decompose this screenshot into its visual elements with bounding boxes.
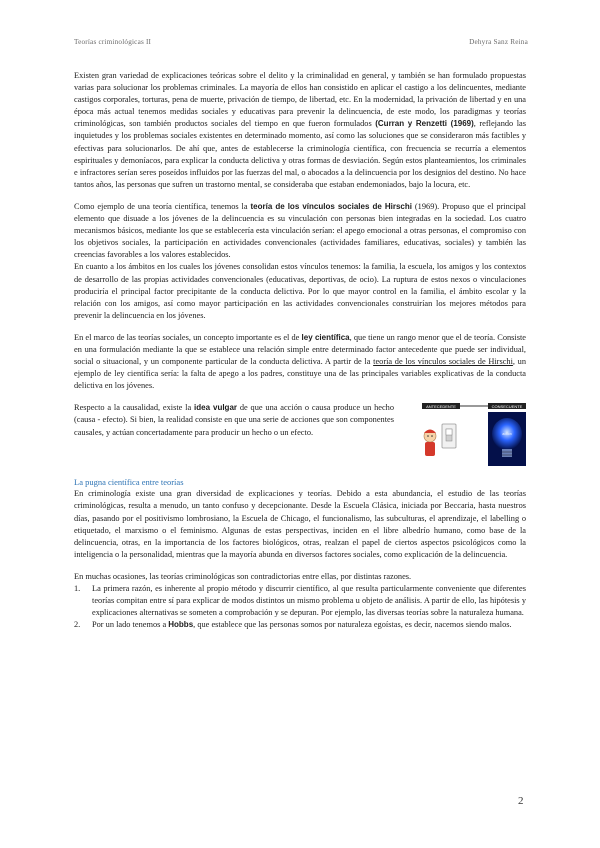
- consecuente-label: CONSECUENTE: [491, 404, 523, 410]
- list-item-text: Por un lado tenemos a Hobbs, que establece que las personas somos por naturaleza egoístas, es decir, nacemos siendo malos.: [92, 620, 512, 630]
- paragraph-contradictorias: En muchas ocasiones, las teorías criminológicas son contradictorias entre ellas, por distintas razones.: [74, 571, 412, 581]
- paragraph-causalidad: Respecto a la causalidad, existe la idea vulgar de que una acción o causa produce un hecho (causa - efecto). Si bien, la realidad consiste en que una serie de acciones que son componentes causales, y actúan concertadamente para producir un hecho o un efecto.: [74, 403, 394, 437]
- cause-effect-svg: [422, 402, 526, 466]
- paragraph-intro: Existen gran variedad de explicaciones teóricas sobre el delito y la criminalidad en general, y también se han formulado propuestas varias para solucionar los problemas criminales. La mayoría de ellos han consistido en aplicar el castigo a los delincuentes, mediante castigos corporales, torturas, pena de muerte, privación de tiempo, de libertad, etc. En la modernidad, la privación de libertad y en una época más actual tenemos medidas sociales y educativas para prevenir la delincuencia, de este modo, los paradigmas y teorías criminológicas, son también productos sociales del tiempo en que fueron formulados (Curran y Renzetti (1969), reflejando las inquietudes y los problemas sociales existentes en determinado momento, así como las soluciones que se consideraron más factibles y efectivas para solucionarlos. De ahí que, antes de establecerse la criminología científica, con frecuencia se recurría a elementos espirituales y demoníacos, para explicar la conducta delictiva y otras formas de desviación. Según estos planteamientos, los criminales e infractores serían seres poseídos influidos por las fuerzas del mal, o abocados a la delincuencia por los designios del destino. No hace tantos años, las personas que sufren un trastorno mental, se consideraba que estaban endemoniados, bajo la locura, etc.: [74, 71, 526, 189]
- causalidad-row: [74, 402, 526, 466]
- person-icon: [424, 430, 436, 457]
- header-right: Dehyra Sanz Reina: [469, 38, 528, 46]
- page-number: 2: [518, 795, 524, 807]
- list-item: [74, 619, 526, 631]
- light-switch-icon: [442, 424, 456, 448]
- paragraph-ley-cientifica: En el marco de las teorías sociales, un concepto importante es el de ley científica, que tiene un rango menor que el de teoría. Consiste en una formulación mediante la que se establece una relación simple entre determinado factor antecedente que puede ser individual, social o situacional, y un componente particular de la conducta delictiva. A partir de la teoría de los vínculos sociales de Hirschi, un ejemplo de ley científica sería: la falta de apego a los padres, constituye una de las principales variables explicativas de la conducta delictiva en los jóvenes.: [74, 332, 527, 391]
- list-item: [74, 583, 526, 619]
- antecedente-label: ANTECEDENTE: [426, 404, 456, 410]
- paragraph-pugna: En criminología existe una gran diversidad de explicaciones y teorías. Debido a esta abundancia, el estudio de las teorías criminológicas, resulta a menudo, un tanto confuso y decepcionante. Desde la Escuela Clásica, iniciada por Beccaria, hasta nuestros días, pasando por el positivismo lombrosiano, la Escuela de Chicago, el funcionalismo, las subculturas, el aprendizaje, el labelling o etiquetado, el marxismo o el feminismo. Algunas de estas perspectivas, inciden en el libre albedrío humano, como base de la delincuencia, otras, en la importancia de los factores biológicos, otras, realzan el papel de ciertos aspectos psicológicos como la inteligencia o la personalidad, mientras que la mayoría abunda en diversos factores sociales, como explicación de la delincuencia.: [74, 489, 526, 559]
- list-item-number: 1.: [74, 584, 81, 593]
- list-item-number: 2.: [74, 620, 81, 630]
- header-left: Teorías criminológicas II: [74, 38, 152, 46]
- paragraph-ambitos: En cuanto a los ámbitos en los cuales los jóvenes consolidan estos vínculos tenemos: la familia, la escuela, los amigos y los contextos de desarrollo de las propias actividades convencionales (educativas, deportivas, de ocio). La ruptura de estos nexos o vinculaciones produciría el principal factor precipitante de la conducta delictiva. Por lo que mayor control en la familia, el ámbito escolar y la relación con los amigos, así como mayor participación en las actividades convencionales construirían los mejores métodos para prevenir la delincuencia en los jóvenes.: [74, 262, 526, 320]
- section-title: La pugna científica entre teorías: [74, 477, 184, 488]
- paragraph-hirschi: Como ejemplo de una teoría científica, tenemos la teoría de los vínculos sociales de Hirschi (1969). Propuso que el principal elemento que disuade a los jóvenes de la delincuencia es su vinculación con personas bien integradas en la sociedad. Los cuatro mecanismos básicos, mediante los que se establecería esta vinculación serían: el apego emocional a otras personas, el compromiso con los objetivos sociales, la participación en actividades convencionales (actividades familiares, educativas, sociales) y también las creencias favorables a los valores establecidos.: [74, 201, 526, 260]
- list-item-text: La primera razón, es inherente al propio método y discurrir científico, al que resulta particularmente conveniente que diferentes teorías compitan entre sí para explicar de modos distintos un mismo problema u objeto de análisis. A partir de ello, las hipótesis y explicaciones alternativas se someten a comprobación y se depuran. Por ejemplo, las diversas teorías sobre la naturaleza humana.: [92, 584, 526, 618]
- page-header: [74, 38, 528, 46]
- cause-effect-illustration: [422, 402, 526, 466]
- bulb-text: action: [502, 432, 512, 437]
- reasons-list: [74, 583, 526, 631]
- page-content: [74, 70, 526, 631]
